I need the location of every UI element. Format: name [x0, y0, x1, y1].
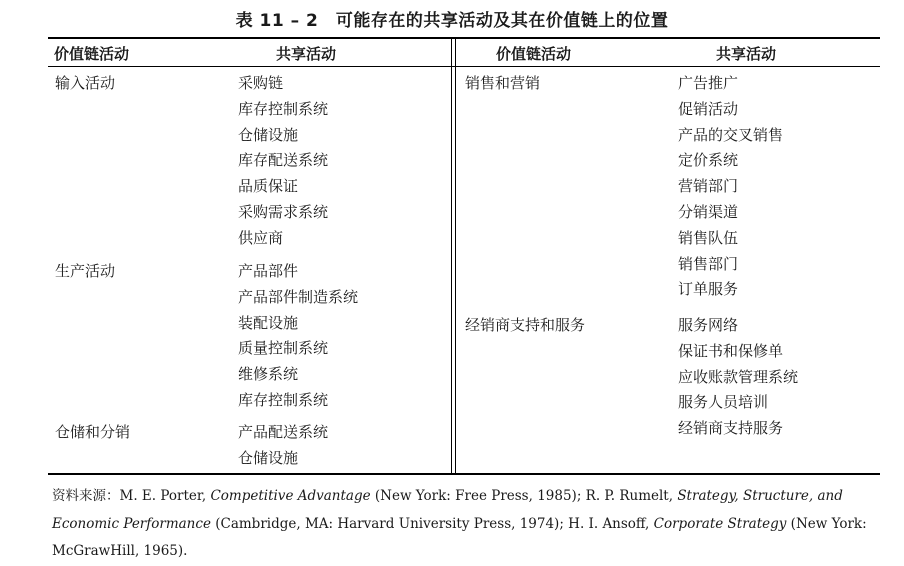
shared-activity-list	[238, 71, 328, 252]
shared-activity-item: 分销渠道	[678, 202, 739, 221]
shared-activity-item: 产品部件制造系统	[238, 287, 359, 306]
shared-activity-item: 服务网络	[678, 316, 739, 334]
shared-activity-item: 库存控制系统	[238, 99, 329, 118]
shared-activity-item: 库存控制系统	[238, 390, 329, 409]
header-right-shared: 共享活动	[716, 45, 777, 63]
shared-activity-item: 销售队伍	[678, 228, 739, 247]
source-text: (New York: Free Press, 1985); R. P. Rumelt,	[370, 488, 678, 504]
header-right-activity: 价值链活动	[496, 45, 572, 63]
shared-activity-item: 仓储设施	[238, 125, 299, 144]
shared-activity-item: 服务人员培训	[678, 393, 769, 412]
shared-activity-item: 供应商	[238, 228, 284, 247]
shared-activity-item: 经销商支持服务	[678, 419, 784, 438]
book-title: Corporate Strategy	[653, 515, 787, 532]
bottom-rule	[48, 473, 880, 475]
shared-activity-item: 销售部门	[678, 254, 739, 273]
shared-activity-item: 采购需求系统	[238, 202, 329, 221]
shared-activity-item: 营销部门	[678, 177, 739, 196]
shared-activity-item: 促销活动	[678, 99, 739, 118]
activity-cell: 仓储和分销	[55, 423, 131, 441]
column-divider	[455, 38, 456, 474]
source-text: M. E. Porter,	[119, 488, 211, 504]
shared-activity-item: 广告推广	[678, 74, 739, 92]
shared-activity-item: 定价系统	[678, 151, 739, 170]
shared-activity-item: 产品的交叉销售	[678, 125, 784, 144]
header-left-activity: 价值链活动	[54, 45, 130, 63]
shared-activity-item: 库存配送系统	[238, 151, 329, 170]
shared-activity-item: 装配设施	[238, 313, 299, 332]
shared-activity-item: 保证书和保修单	[678, 341, 784, 360]
shared-activity-item: 产品部件	[238, 262, 299, 280]
shared-activity-list	[238, 259, 358, 414]
shared-activity-list	[238, 420, 328, 472]
shared-activity-item: 应收账款管理系统	[678, 367, 799, 386]
shared-activity-item: 仓储设施	[238, 448, 299, 467]
activity-cell: 销售和营销	[465, 74, 541, 92]
source-text: (Cambridge, MA: Harvard University Press, 1974); H. I. Ansoff,	[210, 515, 654, 532]
header-rule	[48, 66, 880, 67]
activity-cell: 生产活动	[55, 262, 116, 280]
header-left-shared: 共享活动	[276, 45, 337, 63]
column-divider	[451, 38, 452, 474]
source-text: (New York: McGrawHill, 1965).	[52, 515, 867, 559]
table-title: 表 11 – 2 可能存在的共享活动及其在价值链上的位置	[235, 11, 669, 31]
shared-activity-item: 品质保证	[238, 177, 299, 196]
shared-activity-list	[678, 71, 783, 303]
source-note	[52, 483, 882, 566]
shared-activity-item: 维修系统	[238, 365, 299, 384]
shared-activity-item: 订单服务	[678, 280, 739, 299]
activity-cell: 经销商支持和服务	[465, 316, 586, 334]
book-title: Strategy, Structure, and Economic Performance	[52, 488, 843, 532]
book-title: Competitive Advantage	[210, 488, 371, 504]
top-rule	[48, 37, 880, 39]
shared-activity-item: 质量控制系统	[238, 339, 329, 358]
shared-activity-item: 产品配送系统	[238, 423, 329, 441]
shared-activity-list	[678, 313, 798, 442]
activity-cell: 输入活动	[55, 74, 116, 92]
source-label: 资料来源：	[52, 488, 120, 504]
shared-activity-item: 采购链	[238, 74, 284, 92]
